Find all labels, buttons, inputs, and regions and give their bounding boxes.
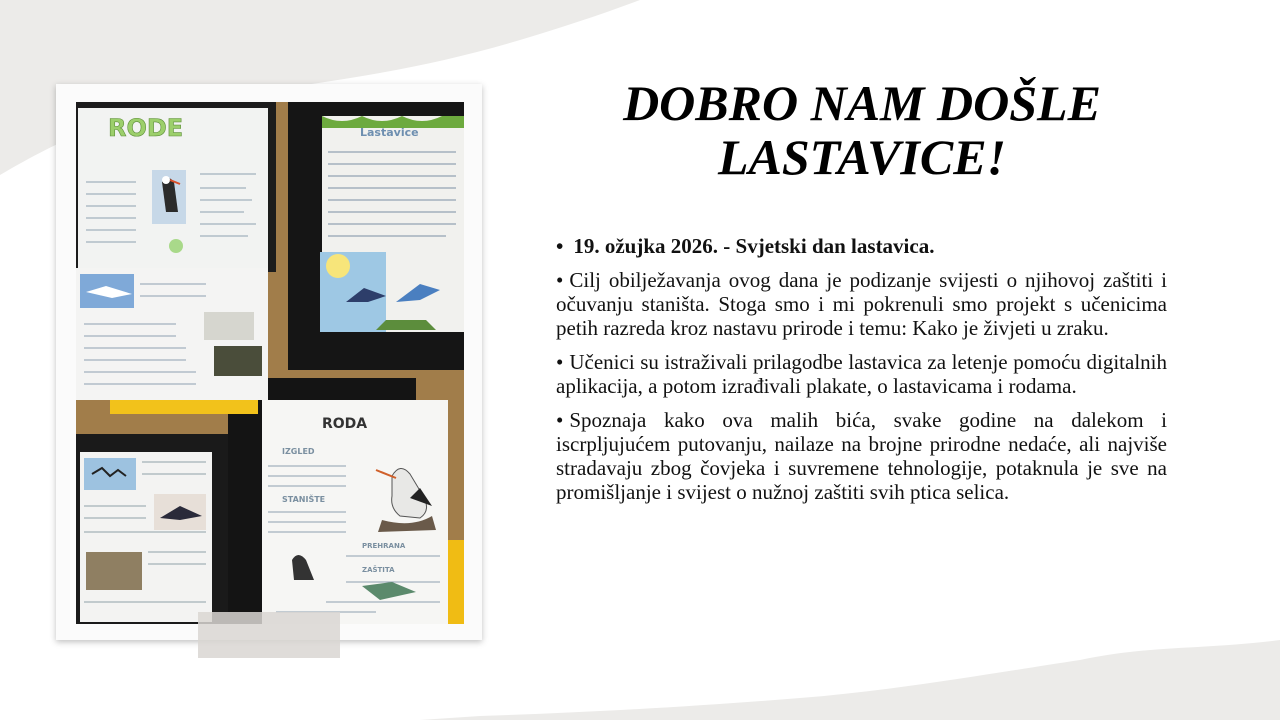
classroom-posters-photo xyxy=(76,102,464,624)
bullet-marker: • xyxy=(556,408,564,432)
poster-lastavice-title: Lastavice xyxy=(360,126,419,139)
poster-roda-title: RODA xyxy=(322,416,368,432)
bullet-marker: • xyxy=(556,234,564,258)
slide-title xyxy=(556,76,1168,184)
bullet-text: 19. ožujka 2026. - Svjetski dan lastavica. xyxy=(573,234,935,258)
bullet-item xyxy=(556,268,1167,340)
bullet-text: Spoznaja kako ova malih bića, svake godine na dalekom i iscrpljujućem putovanju, nailaze na brojne prirodne nedaće, ali najviše stradavaju zbog čovjeka i suvremene tehnologije, potaknula je sve na promišljanje i svijest o nužnoj zaštiti svih ptica selica. xyxy=(556,408,1167,504)
bullet-item xyxy=(556,350,1167,398)
poster-izgled-label: IZGLED xyxy=(282,447,315,456)
bullet-list xyxy=(556,234,1167,514)
bullet-item xyxy=(556,234,1167,258)
slide-title-line1: DOBRO NAM DOŠLE xyxy=(623,75,1101,131)
bullet-text: Učenici su istraživali prilagodbe lastavica za letenje pomoću digitalnih aplikacija, a potom izrađivali plakate, o lastavicama i rodama. xyxy=(556,350,1167,398)
bullet-marker: • xyxy=(556,268,564,292)
bullet-marker: • xyxy=(556,350,564,374)
bullet-text: Cilj obilježavanja ovog dana je podizanje svijesti o njihovoj zaštiti i očuvanju staništa. Stoga smo i mi pokrenuli smo projekt s učenicima petih razreda kroz nastavu prirode i temu: Kako je živjeti u zraku. xyxy=(556,268,1167,340)
photo-tape xyxy=(198,612,340,658)
poster-zastita-label: ZAŠTITA xyxy=(362,566,395,574)
slide-title-line2: LASTAVICE! xyxy=(717,129,1007,185)
poster-prehrana-label: PREHRANA xyxy=(362,542,406,550)
poster-staniste-label: STANIŠTE xyxy=(282,495,326,504)
bullet-item xyxy=(556,408,1167,504)
poster-rode-title: RODE xyxy=(108,114,184,142)
